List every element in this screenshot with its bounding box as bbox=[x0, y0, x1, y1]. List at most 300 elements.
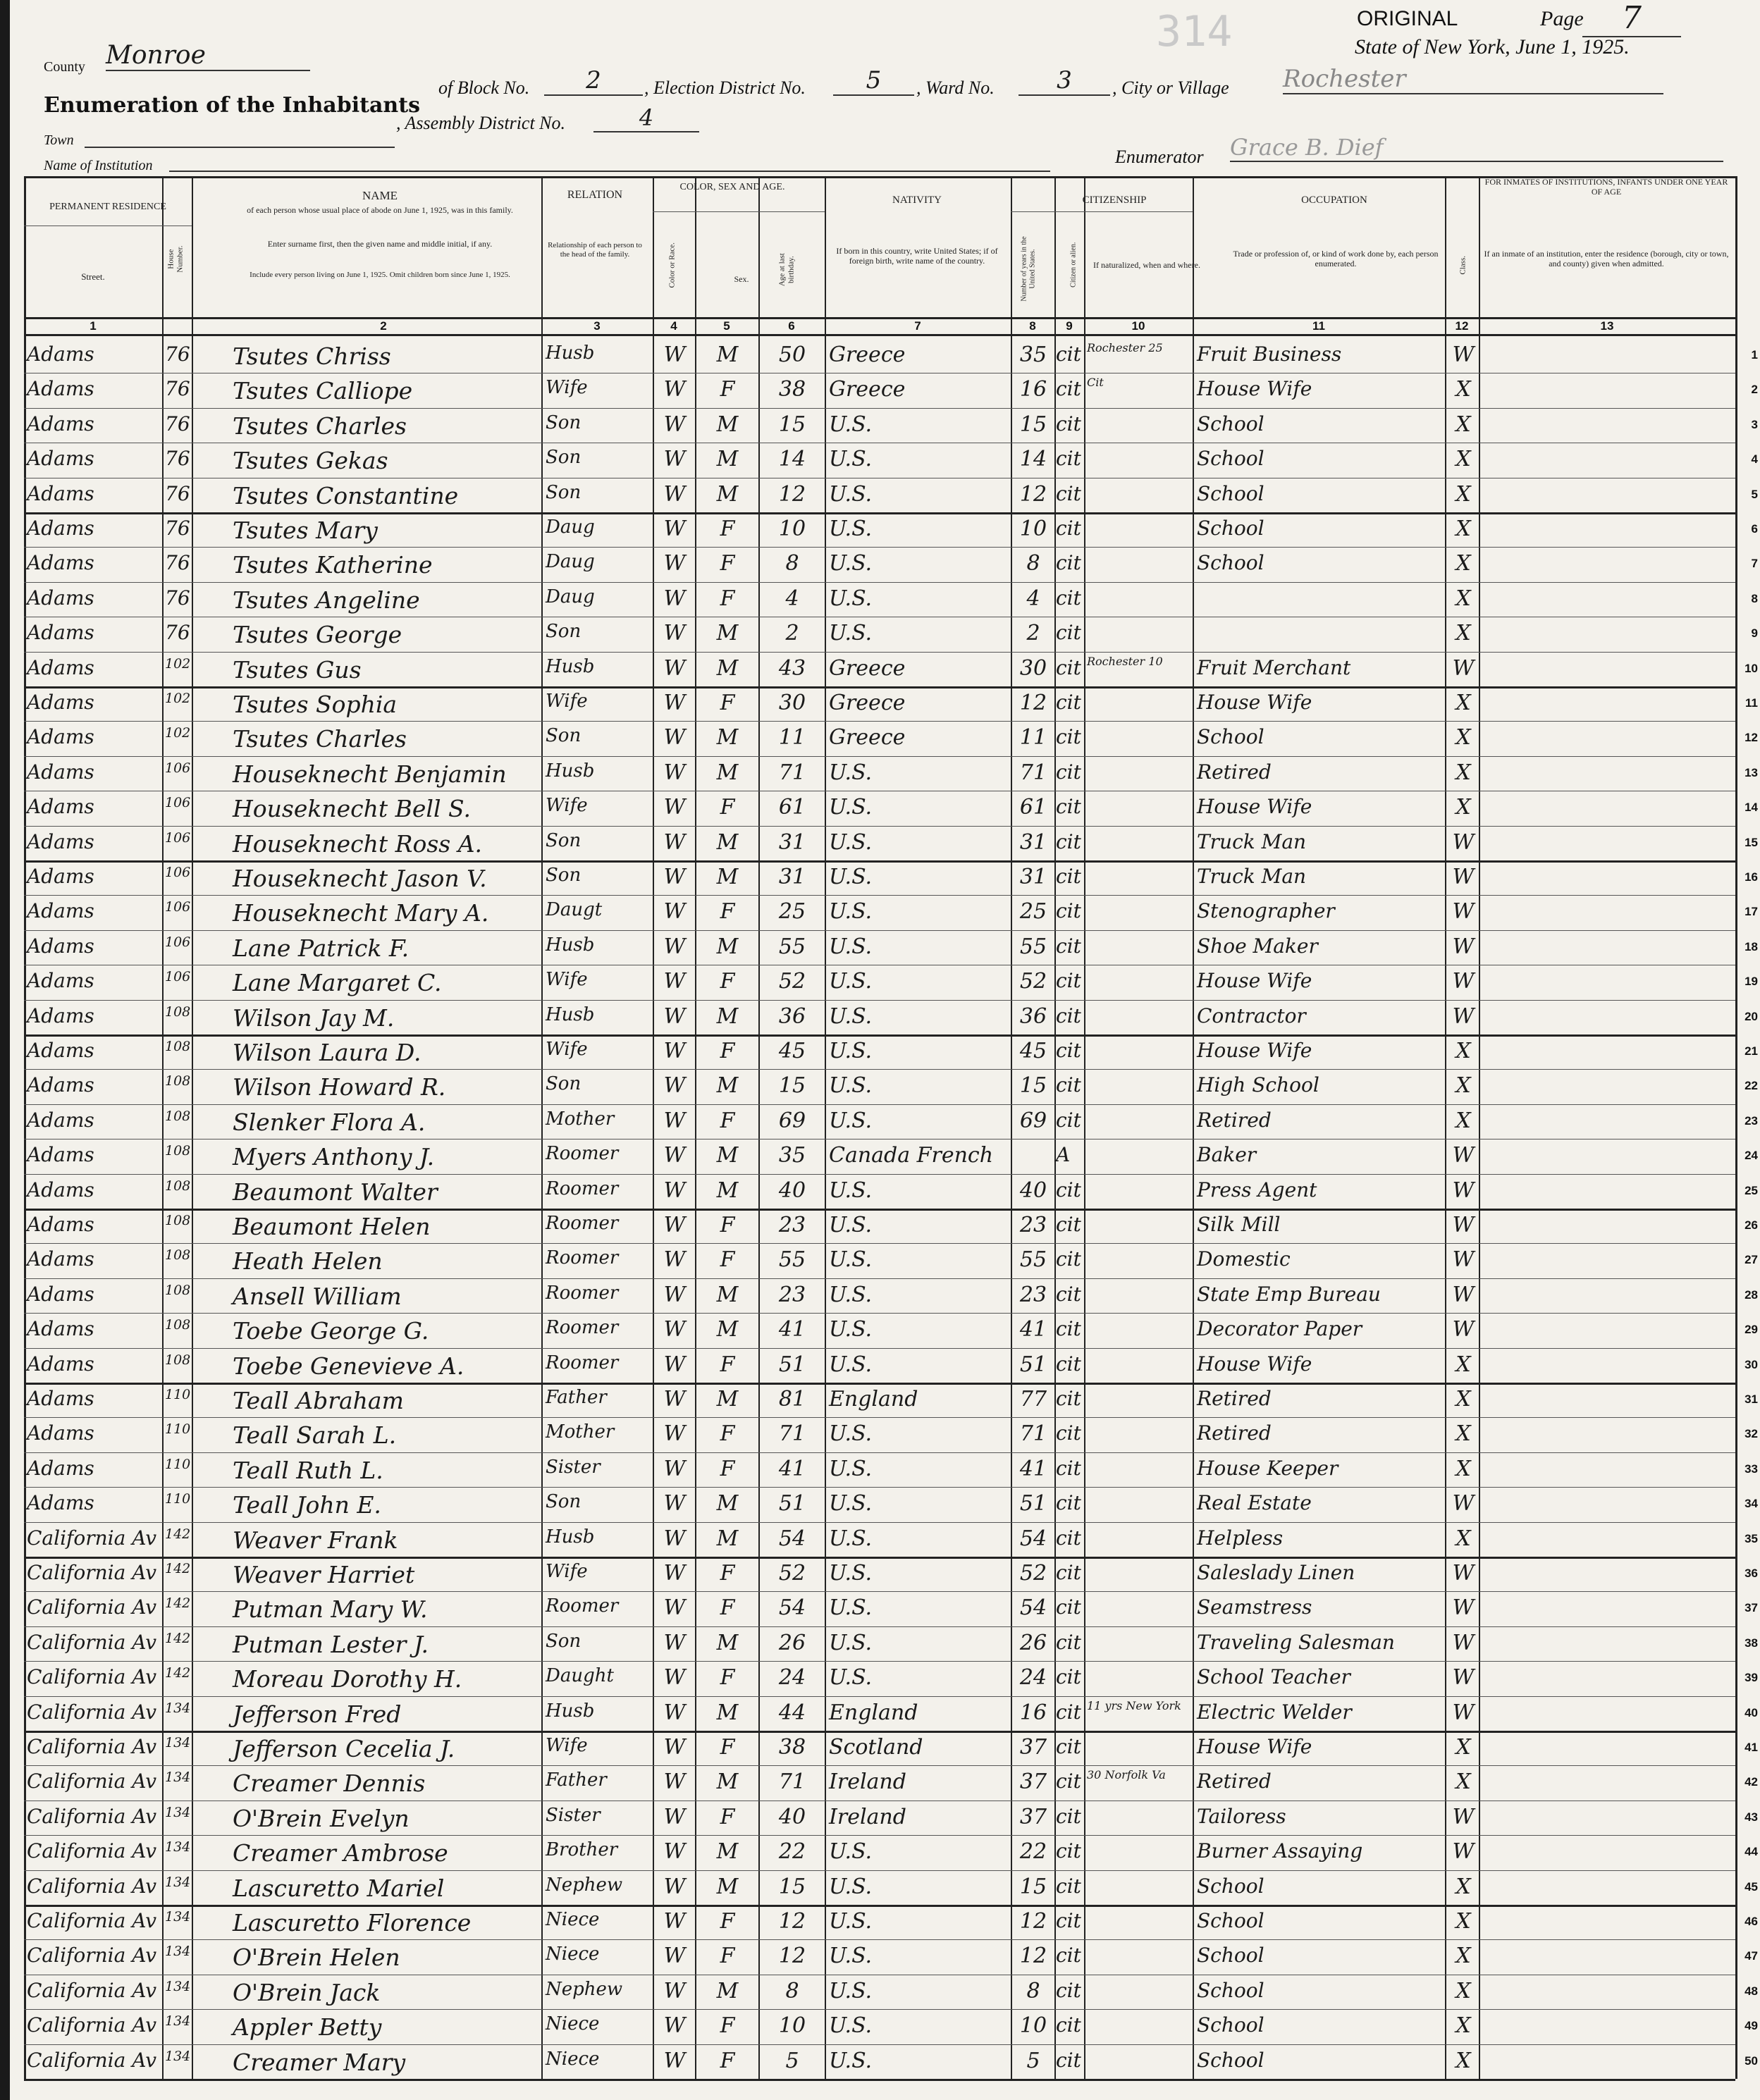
hdr-occupation-title: OCCUPATION bbox=[1301, 194, 1367, 206]
cell-age: 36 bbox=[778, 1003, 806, 1029]
cell-street: Adams bbox=[27, 551, 94, 575]
cell-relation: Roomer bbox=[546, 1317, 619, 1339]
cell-color: W bbox=[663, 1804, 686, 1829]
hdr-permanent-residence: PERMANENT RESIDENCE bbox=[49, 202, 166, 212]
cell-class: W bbox=[1452, 342, 1475, 367]
assembly-label: , Assembly District No. bbox=[396, 113, 566, 133]
cell-name: Lascuretto Mariel bbox=[233, 1874, 445, 1902]
cell-relation: Son bbox=[546, 865, 581, 886]
cell-sex: M bbox=[716, 725, 739, 751]
cell-nativity: U.S. bbox=[829, 934, 873, 959]
subheader-rule bbox=[653, 211, 825, 212]
cell-years: 54 bbox=[1019, 1595, 1047, 1621]
cell-class: X bbox=[1456, 1874, 1471, 1899]
cell-color: W bbox=[663, 1874, 686, 1899]
cell-relation: Wife bbox=[546, 795, 588, 817]
cell-name: Tsutes Angeline bbox=[233, 586, 420, 614]
cell-house: 108 bbox=[165, 1352, 191, 1368]
row-rule bbox=[24, 1765, 1735, 1766]
cell-house: 108 bbox=[165, 1108, 191, 1124]
cell-citizen: cit bbox=[1056, 1526, 1081, 1550]
row-rule bbox=[24, 1487, 1735, 1488]
cell-street: Adams bbox=[27, 481, 94, 505]
cell-class: X bbox=[1456, 1387, 1471, 1412]
cell-nativity: U.S. bbox=[829, 481, 873, 507]
hdr-citizenship-title: CITIZENSHIP bbox=[1082, 194, 1147, 206]
cell-house: 76 bbox=[165, 517, 190, 540]
cell-name: Tsutes George bbox=[233, 621, 402, 649]
column-divider bbox=[1084, 176, 1085, 2079]
row-rule bbox=[24, 1591, 1735, 1592]
ward-value: 3 bbox=[1019, 66, 1110, 96]
cell-nativity: U.S. bbox=[829, 1456, 873, 1481]
cell-color: W bbox=[663, 795, 686, 820]
cell-nativity: U.S. bbox=[829, 586, 873, 611]
cell-age: 52 bbox=[778, 1561, 806, 1586]
cell-age: 54 bbox=[778, 1526, 806, 1551]
cell-color: W bbox=[663, 342, 686, 367]
cell-sex: M bbox=[716, 447, 739, 472]
cell-name: Tsutes Chriss bbox=[233, 342, 391, 370]
line-number: 45 bbox=[1744, 1879, 1758, 1894]
cell-class: W bbox=[1452, 1561, 1475, 1586]
cell-years: 24 bbox=[1019, 1665, 1047, 1691]
cell-class: X bbox=[1456, 586, 1471, 611]
cell-years: 36 bbox=[1019, 1003, 1047, 1029]
cell-nativity: U.S. bbox=[829, 1039, 873, 1063]
cell-name: Wilson Laura D. bbox=[233, 1039, 421, 1066]
cell-class: W bbox=[1452, 655, 1475, 681]
cell-occupation: House Keeper bbox=[1197, 1456, 1339, 1480]
cell-age: 23 bbox=[778, 1282, 806, 1307]
cell-occupation: School bbox=[1197, 481, 1264, 505]
cell-occupation: School bbox=[1197, 725, 1264, 749]
cell-class: X bbox=[1456, 691, 1471, 715]
cell-occupation: Electric Welder bbox=[1197, 1700, 1352, 1724]
cell-color: W bbox=[663, 412, 686, 437]
cell-relation: Niece bbox=[546, 2013, 600, 2035]
column-number: 1 bbox=[90, 319, 97, 333]
cell-occupation: Fruit Merchant bbox=[1197, 655, 1351, 679]
row-rule bbox=[24, 1243, 1735, 1244]
cell-age: 71 bbox=[778, 760, 806, 785]
cell-name: Toebe George G. bbox=[233, 1317, 429, 1345]
state-line: State of New York, June 1, 1925. bbox=[1355, 35, 1630, 58]
cell-sex: F bbox=[720, 551, 735, 576]
cell-class: W bbox=[1452, 1700, 1475, 1725]
cell-age: 15 bbox=[778, 412, 806, 437]
cell-sex: F bbox=[720, 1039, 735, 1063]
line-number: 9 bbox=[1751, 626, 1758, 641]
row-rule bbox=[24, 895, 1735, 896]
row-rule bbox=[24, 1661, 1735, 1662]
cell-nativity: Canada French bbox=[829, 1143, 994, 1168]
cell-age: 22 bbox=[778, 1839, 806, 1865]
cell-house: 106 bbox=[165, 760, 191, 776]
cell-name: Putman Mary W. bbox=[233, 1595, 428, 1624]
cell-nativity: U.S. bbox=[829, 1421, 873, 1447]
cell-street: Adams bbox=[27, 1003, 94, 1027]
cell-age: 4 bbox=[785, 586, 799, 611]
cell-house: 110 bbox=[165, 1456, 191, 1472]
column-divider bbox=[1011, 176, 1012, 2079]
cell-house: 134 bbox=[165, 1735, 191, 1750]
line-number: 43 bbox=[1744, 1810, 1758, 1824]
cell-house: 76 bbox=[165, 342, 190, 366]
cell-color: W bbox=[663, 725, 686, 751]
cell-relation: Son bbox=[546, 481, 581, 503]
block-label: of Block No. bbox=[438, 78, 530, 98]
cell-citizen: cit bbox=[1056, 517, 1081, 540]
cell-house: 110 bbox=[165, 1491, 191, 1507]
row-rule bbox=[24, 826, 1735, 827]
cell-name: Tsutes Sophia bbox=[233, 691, 398, 718]
cell-nativity: U.S. bbox=[829, 865, 873, 889]
cell-street: Adams bbox=[27, 1143, 94, 1167]
cell-street: Adams bbox=[27, 1108, 94, 1132]
cell-nativity: U.S. bbox=[829, 829, 873, 855]
cell-street: California Av bbox=[27, 2013, 157, 2037]
cell-relation: Roomer bbox=[546, 1352, 619, 1373]
cell-age: 41 bbox=[778, 1317, 806, 1342]
cell-relation: Roomer bbox=[546, 1213, 619, 1234]
cell-age: 81 bbox=[778, 1387, 806, 1412]
county-value: Monroe bbox=[106, 41, 310, 71]
hdr-name-title: NAME bbox=[362, 189, 398, 202]
cell-occupation: House Wife bbox=[1197, 795, 1312, 819]
cell-nativity: U.S. bbox=[829, 899, 873, 925]
hdr-nativity-title: NATIVITY bbox=[892, 194, 942, 206]
page-number: 7 bbox=[1582, 0, 1681, 37]
cell-relation: Niece bbox=[546, 2048, 600, 2070]
column-divider bbox=[695, 176, 696, 2079]
cell-color: W bbox=[663, 1700, 686, 1725]
cell-citizen: cit bbox=[1056, 1213, 1081, 1236]
cell-age: 15 bbox=[778, 1073, 806, 1099]
cell-house: 110 bbox=[165, 1421, 191, 1438]
cell-sex: F bbox=[720, 1735, 735, 1760]
cell-name: Lane Margaret C. bbox=[233, 969, 442, 997]
cell-street: Adams bbox=[27, 377, 94, 401]
cell-name: Creamer Ambrose bbox=[233, 1839, 448, 1867]
cell-color: W bbox=[663, 1526, 686, 1551]
cell-house: 76 bbox=[165, 481, 190, 505]
column-number: 4 bbox=[670, 319, 677, 333]
cell-citizen: cit bbox=[1056, 655, 1081, 679]
line-number: 14 bbox=[1744, 801, 1758, 815]
cell-sex: F bbox=[720, 691, 735, 715]
cell-house: 76 bbox=[165, 447, 190, 471]
cell-sex: F bbox=[720, 1213, 735, 1237]
cell-relation: Sister bbox=[546, 1456, 601, 1478]
cell-sex: F bbox=[720, 1352, 735, 1377]
cell-naturalized: 30 Norfolk Va bbox=[1087, 1768, 1166, 1782]
cell-years: 10 bbox=[1019, 2013, 1047, 2039]
line-number: 34 bbox=[1744, 1497, 1758, 1511]
cell-house: 76 bbox=[165, 551, 190, 575]
cell-nativity: U.S. bbox=[829, 760, 873, 785]
cell-citizen: cit bbox=[1056, 1387, 1081, 1410]
city-label: , City or Village bbox=[1112, 78, 1229, 98]
cell-nativity: U.S. bbox=[829, 517, 873, 541]
cell-house: 142 bbox=[165, 1526, 191, 1542]
cell-name: Wilson Howard R. bbox=[233, 1073, 446, 1101]
cell-street: Adams bbox=[27, 760, 94, 784]
cell-house: 108 bbox=[165, 1317, 191, 1333]
line-number: 20 bbox=[1744, 1009, 1758, 1023]
cell-nativity: U.S. bbox=[829, 1213, 873, 1237]
cell-house: 76 bbox=[165, 621, 190, 645]
cell-citizen: cit bbox=[1056, 1769, 1081, 1793]
cell-nativity: Greece bbox=[829, 377, 906, 402]
cell-relation: Mother bbox=[546, 1421, 615, 1443]
cell-sex: M bbox=[716, 1874, 739, 1899]
row-rule bbox=[24, 1939, 1735, 1940]
row-rule bbox=[24, 652, 1735, 653]
cell-sex: F bbox=[720, 517, 735, 541]
cell-age: 69 bbox=[778, 1108, 806, 1133]
cell-street: Adams bbox=[27, 1247, 94, 1271]
cell-street: California Av bbox=[27, 1804, 157, 1828]
cell-relation: Wife bbox=[546, 691, 588, 712]
cell-sex: F bbox=[720, 1108, 735, 1133]
cell-street: Adams bbox=[27, 1317, 94, 1341]
cell-nativity: U.S. bbox=[829, 1595, 873, 1621]
row-rule bbox=[24, 2044, 1735, 2045]
cell-years: 16 bbox=[1019, 1700, 1047, 1725]
cell-sex: F bbox=[720, 795, 735, 820]
cell-citizen: cit bbox=[1056, 1003, 1081, 1027]
cell-color: W bbox=[663, 1352, 686, 1377]
cell-occupation: School bbox=[1197, 2048, 1264, 2072]
line-number: 40 bbox=[1744, 1705, 1758, 1719]
cell-years: 61 bbox=[1019, 795, 1047, 820]
cell-relation: Roomer bbox=[546, 1178, 619, 1199]
cell-age: 55 bbox=[778, 934, 806, 959]
cell-name: Moreau Dorothy H. bbox=[233, 1665, 462, 1693]
cell-citizen: cit bbox=[1056, 934, 1081, 958]
cell-occupation: Retired bbox=[1197, 1421, 1272, 1445]
cell-occupation: House Wife bbox=[1197, 1039, 1312, 1062]
row-rule bbox=[24, 756, 1735, 757]
cell-occupation: Retired bbox=[1197, 1769, 1272, 1793]
cell-street: Adams bbox=[27, 934, 94, 958]
hdr-street: Street. bbox=[81, 271, 105, 282]
column-number: 2 bbox=[380, 319, 387, 333]
cell-citizen: cit bbox=[1056, 829, 1081, 853]
cell-years: 55 bbox=[1019, 1247, 1047, 1273]
institution-line bbox=[169, 156, 1050, 172]
cell-years: 8 bbox=[1026, 1978, 1040, 2003]
cell-citizen: cit bbox=[1056, 377, 1081, 401]
cell-sex: M bbox=[716, 1073, 739, 1099]
cell-street: Adams bbox=[27, 1178, 94, 1202]
cell-age: 8 bbox=[785, 551, 799, 576]
cell-class: X bbox=[1456, 1108, 1471, 1133]
cell-house: 106 bbox=[165, 795, 191, 811]
column-divider bbox=[162, 176, 164, 2079]
cell-relation: Son bbox=[546, 1630, 581, 1652]
cell-naturalized: Cit bbox=[1087, 376, 1104, 390]
cell-occupation: House Wife bbox=[1197, 377, 1312, 401]
cell-street: Adams bbox=[27, 1073, 94, 1097]
cell-street: Adams bbox=[27, 1387, 94, 1410]
cell-nativity: Ireland bbox=[829, 1804, 906, 1829]
cell-occupation: School bbox=[1197, 517, 1264, 540]
cell-sex: M bbox=[716, 934, 739, 959]
row-rule bbox=[24, 1452, 1735, 1453]
cell-class: X bbox=[1456, 412, 1471, 437]
cell-name: Ansell William bbox=[233, 1282, 402, 1310]
election-label: , Election District No. bbox=[644, 78, 806, 98]
line-number: 2 bbox=[1751, 383, 1758, 397]
column-number: 6 bbox=[788, 319, 795, 333]
cell-relation: Son bbox=[546, 447, 581, 469]
row-rule bbox=[24, 1870, 1735, 1871]
cell-occupation: School bbox=[1197, 412, 1264, 436]
line-number: 28 bbox=[1744, 1287, 1758, 1302]
cell-house: 134 bbox=[165, 1804, 191, 1820]
cell-name: Beaumont Helen bbox=[233, 1213, 431, 1240]
cell-occupation: Retired bbox=[1197, 760, 1272, 784]
row-rule bbox=[24, 721, 1735, 722]
cell-occupation: Shoe Maker bbox=[1197, 934, 1318, 958]
cell-class: X bbox=[1456, 1944, 1471, 1969]
cell-naturalized: Rochester 10 bbox=[1087, 654, 1163, 668]
line-number: 39 bbox=[1744, 1671, 1758, 1685]
line-number: 15 bbox=[1744, 835, 1758, 849]
column-divider bbox=[1193, 176, 1194, 2079]
cell-street: Adams bbox=[27, 586, 94, 610]
cell-relation: Husb bbox=[546, 1700, 595, 1722]
column-divider bbox=[1445, 176, 1446, 2079]
cell-house: 134 bbox=[165, 1944, 191, 1960]
cell-house: 142 bbox=[165, 1595, 191, 1612]
cell-sex: M bbox=[716, 1769, 739, 1795]
cell-color: W bbox=[663, 1178, 686, 1203]
cell-years: 11 bbox=[1019, 725, 1047, 751]
enumerator-value: Grace B. Dief bbox=[1230, 134, 1723, 162]
cell-age: 54 bbox=[778, 1595, 806, 1621]
column-number: 12 bbox=[1455, 319, 1469, 333]
cell-house: 108 bbox=[165, 1003, 191, 1020]
cell-occupation: School bbox=[1197, 447, 1264, 471]
scan-edge bbox=[0, 0, 10, 2100]
row-rule bbox=[24, 1696, 1735, 1697]
cell-relation: Nephew bbox=[546, 1978, 623, 2000]
cell-age: 51 bbox=[778, 1491, 806, 1517]
cell-sex: M bbox=[716, 1143, 739, 1168]
cell-age: 61 bbox=[778, 795, 806, 820]
hdr-inmates-desc: If an inmate of an institution, enter the residence (borough, city or town, and county) given when admitted. bbox=[1484, 249, 1729, 268]
cell-color: W bbox=[663, 517, 686, 541]
cell-name: Jefferson Fred bbox=[233, 1700, 402, 1728]
cell-sex: M bbox=[716, 1839, 739, 1865]
cell-name: Tsutes Katherine bbox=[233, 551, 433, 579]
column-divider bbox=[825, 176, 826, 2079]
cell-name: O'Brein Jack bbox=[233, 1978, 381, 2006]
line-number: 36 bbox=[1744, 1567, 1758, 1580]
hdr-citizen-alien: Citizen or alien. bbox=[1069, 242, 1078, 288]
cell-name: Houseknecht Jason V. bbox=[233, 865, 487, 892]
cell-relation: Father bbox=[546, 1387, 607, 1408]
cell-street: California Av bbox=[27, 1735, 157, 1758]
cell-years: 8 bbox=[1026, 551, 1040, 576]
column-number: 7 bbox=[914, 319, 921, 333]
cell-house: 134 bbox=[165, 1909, 191, 1925]
cell-name: Beaumont Walter bbox=[233, 1178, 438, 1206]
line-number: 30 bbox=[1744, 1357, 1758, 1371]
cell-years: 12 bbox=[1019, 481, 1047, 507]
cell-sex: F bbox=[720, 2048, 735, 2073]
cell-relation: Son bbox=[546, 412, 581, 433]
cell-years: 71 bbox=[1019, 1421, 1047, 1447]
cell-citizen: cit bbox=[1056, 412, 1081, 436]
subheader-rule bbox=[1011, 211, 1193, 212]
cell-nativity: U.S. bbox=[829, 1108, 873, 1133]
cell-citizen: cit bbox=[1056, 1978, 1081, 2002]
cell-sex: F bbox=[720, 1944, 735, 1969]
cell-color: W bbox=[663, 1839, 686, 1865]
cell-street: California Av bbox=[27, 1595, 157, 1619]
cell-sex: F bbox=[720, 2013, 735, 2039]
cell-sex: M bbox=[716, 1003, 739, 1029]
cell-class: X bbox=[1456, 1909, 1471, 1934]
line-number: 44 bbox=[1744, 1845, 1758, 1859]
cell-age: 38 bbox=[778, 1735, 806, 1760]
line-number: 27 bbox=[1744, 1253, 1758, 1267]
column-divider bbox=[192, 176, 193, 2079]
cell-name: Jefferson Cecelia J. bbox=[233, 1735, 455, 1762]
town-value-line bbox=[85, 131, 395, 148]
cell-relation: Sister bbox=[546, 1804, 601, 1826]
cell-color: W bbox=[663, 1491, 686, 1517]
cell-sex: F bbox=[720, 1804, 735, 1829]
cell-nativity: Greece bbox=[829, 342, 906, 367]
hdr-age: Age at last birthday. bbox=[777, 253, 795, 287]
institution-label: Name of Institution bbox=[44, 158, 153, 173]
cell-years: 40 bbox=[1019, 1178, 1047, 1203]
column-divider bbox=[1735, 176, 1737, 2079]
cell-house: 142 bbox=[165, 1561, 191, 1576]
cell-relation: Son bbox=[546, 621, 581, 643]
cell-nativity: U.S. bbox=[829, 1978, 873, 2003]
hdr-color-sex-age: COLOR, SEX AND AGE. bbox=[679, 182, 785, 192]
cell-age: 41 bbox=[778, 1456, 806, 1481]
cell-age: 44 bbox=[778, 1700, 806, 1725]
cell-color: W bbox=[663, 1944, 686, 1969]
cell-name: Tsutes Mary bbox=[233, 517, 378, 544]
cell-name: Appler Betty bbox=[233, 2013, 382, 2042]
cell-citizen: cit bbox=[1056, 342, 1081, 366]
hdr-house-number: House Number. bbox=[166, 245, 184, 273]
cell-class: W bbox=[1452, 1630, 1475, 1655]
cell-occupation: State Emp Bureau bbox=[1197, 1282, 1381, 1306]
cell-color: W bbox=[663, 829, 686, 855]
cell-citizen: A bbox=[1056, 1143, 1071, 1167]
cell-citizen: cit bbox=[1056, 1561, 1081, 1584]
cell-relation: Nephew bbox=[546, 1874, 623, 1896]
row-rule bbox=[24, 2079, 1735, 2081]
cell-sex: M bbox=[716, 481, 739, 507]
cell-street: Adams bbox=[27, 655, 94, 679]
cell-citizen: cit bbox=[1056, 1630, 1081, 1654]
cell-occupation: Truck Man bbox=[1197, 829, 1307, 853]
cell-street: Adams bbox=[27, 969, 94, 993]
cell-citizen: cit bbox=[1056, 1700, 1081, 1724]
cell-sex: M bbox=[716, 829, 739, 855]
line-number: 23 bbox=[1744, 1113, 1758, 1128]
